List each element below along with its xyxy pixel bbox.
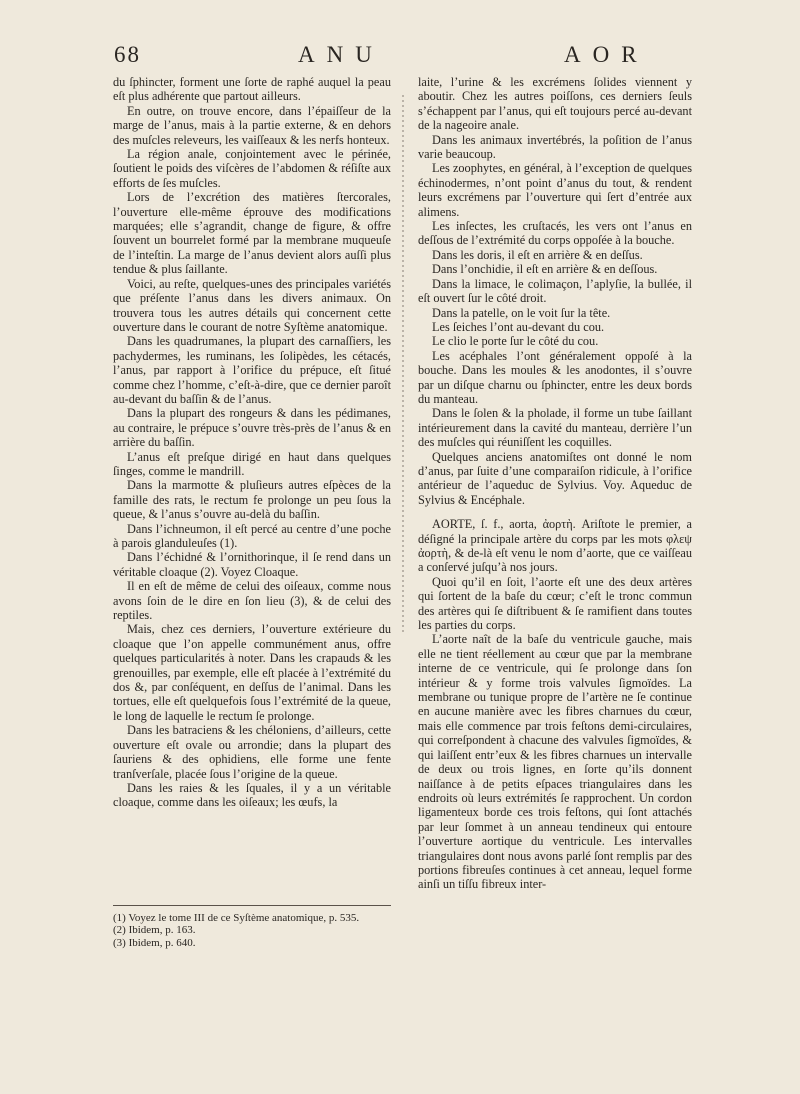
right-column <box>418 75 692 892</box>
entry-paragraph: L’aorte naît de la baſe du ventricule gauche, mais elle ne tient réellement au cœur que par la membrane interne de ce ventricule, qui ſe prolonge dans ſon intérieur & y forme trois valvules ſigmoïdes. La membrane ou tunique propre de l’artère ne ſe continue en aucune manière avec les fibres charnues du cœur, mais elle commence par trois feſtons demi-circulaires, qui correſpondent à chacune des valvules ſigmoïdes, & qui laiſſent entr’eux & les fibres charnues un intervalle de deux ou trois lignes, en ſorte qu’ils donnent naiſſance à de petits eſpaces triangulaires dans les endroits où leurs extrémités ſe rapprochent. Un cordon ligamenteux borde ces trois feſtons, qui ſont attachés par leur ſommet à un anneau tendineux qui entoure l’ouverture aortique du ventricule. Les intervalles triangulaires dont nous avons parlé ſont remplis par des portions fibreuſes continues à cet anneau, lequel forme ainſi un tiſſu fibreux inter- <box>418 632 692 892</box>
paragraph: Il en eſt de même de celui des oiſeaux, comme nous avons ſoin de le dire en ſon lieu (3), & de celui des reptiles. <box>113 579 391 623</box>
header-left-title: ANU <box>298 42 384 67</box>
paragraph: Dans la limace, le colimaçon, l’aplyſie, la bullée, il eſt ouvert ſur le côté droit. <box>418 276 692 306</box>
paragraph: laite, l’urine & les excrémens ſolides viennent y aboutir. Chez les autres poiſſons, ces derniers ſeuls s’échappent par l’anus, qui eſt toujours percé au-devant de la nageoire anale. <box>418 75 692 133</box>
column-divider <box>398 95 408 635</box>
paragraph: Dans l’échidné & l’ornithorinque, il ſe rend dans un véritable cloaque (2). Voyez Cloaque. <box>113 550 391 579</box>
paragraph: du ſphincter, forment une ſorte de raphé auquel la peau eſt plus adhérente que partout ailleurs. <box>113 75 391 104</box>
footnote: (3) Ibidem, p. 640. <box>113 936 196 949</box>
paragraph: Les inſectes, les cruſtacés, les vers ont l’anus en deſſous de l’extrémité du corps oppoſée à la bouche. <box>418 219 692 248</box>
paragraph: La région anale, conjointement avec le périnée, ſoutient le poids des viſcères de l’abdomen & réſiſte aux efforts de ſes muſcles. <box>113 147 391 190</box>
paragraph: Dans la marmotte & pluſieurs autres eſpèces de la famille des rats, le rectum fe prolonge un peu ſous la queue, & l’anus s’ouvre au-delà du baſſin. <box>113 478 391 522</box>
paragraph: Dans l’ichneumon, il eſt percé au centre d’une poche à parois glanduleuſes (1). <box>113 521 391 550</box>
paragraph: Les zoophytes, en général, à l’exception de quelques échinodermes, n’ont point d’anus du tout, & rendent leurs excrémens par l’ouverture qui ſert d’entrée aux alimens. <box>418 161 692 219</box>
header-right-title: AOR <box>564 42 649 67</box>
left-column <box>113 75 391 810</box>
paragraph: Dans la plupart des rongeurs & dans les pédimanes, au contraire, le prépuce s’ouvre très-près de l’anus & en arrière du baſſin. <box>113 406 391 450</box>
entry-paragraph: AORTE, ſ. f., aorta, ἀορτὴ. Ariſtote le premier, a déſigné la principale artère du corps par les mots φλεψ ἀορτὴ, & de-là eſt venu le nom d’aorte, que ce vaiſſeau a conſervé juſqu’à nos jours. <box>418 517 692 575</box>
paragraph: L’anus eſt preſque dirigé en haut dans quelques ſinges, comme le mandrill. <box>113 449 391 478</box>
paragraph: Dans les quadrumanes, la plupart des carnaſſiers, les pachydermes, les ruminans, les ſolipèdes, les cétacés, l’anus, par rapport à l’orifice du prépuce, eſt ſitué comme chez l’homme, c’eſt-à-dire, que ce dernier paroît au-devant du baſſin & de l’anus. <box>113 334 391 406</box>
paragraph: Mais, chez ces derniers, l’ouverture extérieure du cloaque que l’on appelle communément anus, offre quelques particularités à noter. Dans les crapauds & les grenouilles, par exemple, elle eſt placée à l’extrémité du dos &, par conſéquent, en deſſus de l’animal. Dans les tortues, elle eſt quelquefois ſous l’extrémité de la queue, le long de laquelle le rectum ſe prolonge. <box>113 622 391 723</box>
paragraph: Voici, au reſte, quelques-unes des principales variétés que préſente l’anus dans les divers animaux. On trouvera tous les autres détails qui concernent cette ouverture dans le courant de notre Syſtème anatomique. <box>113 276 391 334</box>
paragraph: Le clio le porte ſur le côté du cou. <box>432 334 599 349</box>
paragraph: Les acéphales l’ont généralement oppoſé à la bouche. Dans les moules & les anodontes, il s’ouvre par un diſque charnu ou ſphincter, entre les deux bords du manteau. <box>418 348 692 406</box>
paragraph: Dans la patelle, on le voit ſur la tête. <box>432 305 611 320</box>
paragraph: Les ſeiches l’ont au-devant du cou. <box>432 319 605 334</box>
paragraph: Lors de l’excrétion des matières ſtercorales, l’ouverture elle-même éprouve des modifications marquées; elle s’agrandit, change de figure, & offre ſouvent un bourrelet formé par la membrane muqueuſe de l’inteſtin. La marge de l’anus devient alors auſſi plus tendue & plus ſaillante. <box>113 190 391 277</box>
paragraph: Dans l’onchidie, il eſt en arrière & en deſſous. <box>432 262 658 277</box>
page-number: 68 <box>114 42 141 67</box>
paragraph: Quelques anciens anatomiſtes ont donné le nom d’anus, par ſuite d’une comparaiſon ridicule, à l’orifice antérieur de l’aqueduc de Sylvius. Voy. Aqueduc de Sylvius & Encéphale. <box>418 449 692 507</box>
footnotes <box>113 912 391 949</box>
paragraph: Dans les animaux invertébrés, la poſition de l’anus varie beaucoup. <box>418 132 692 162</box>
paragraph: Dans les batraciens & les chéloniens, d’ailleurs, cette ouverture eſt ovale ou arrondie; dans la plupart des ſauriens & des ophidiens, elle forme une fente tranſverſale, placée ſous l’origine de la queue. <box>113 723 391 781</box>
paragraph: En outre, on trouve encore, dans l’épaiſſeur de la marge de l’anus, mais à la partie externe, & en dehors des muſcles releveurs, les vaiſſeaux & les nerfs honteux. <box>113 103 391 147</box>
footnote-divider <box>113 905 391 906</box>
entry-paragraph: Quoi qu’il en ſoit, l’aorte eſt une des deux artères qui ſortent de la baſe du cœur; c’eſt le tronc commun des artères qui ſe diſtribuent & ſe ramifient dans toutes les parties du corps. <box>418 574 692 633</box>
paragraph: Dans le ſolen & la pholade, il forme un tube ſaillant intérieurement dans la cavité du manteau, derrière l’un des muſcles qui réuniſſent les coquilles. <box>418 406 692 450</box>
running-header <box>108 40 708 70</box>
paragraph: Dans les doris, il eſt en arrière & en deſſus. <box>432 247 643 262</box>
footnote: (2) Ibidem, p. 163. <box>113 924 196 937</box>
footnote: (1) Voyez le tome III de ce Syſtème anatomique, p. 535. <box>113 912 360 924</box>
paragraph: Dans les raies & les ſquales, il y a un véritable cloaque, comme dans les oiſeaux; les œufs, la <box>113 780 391 810</box>
